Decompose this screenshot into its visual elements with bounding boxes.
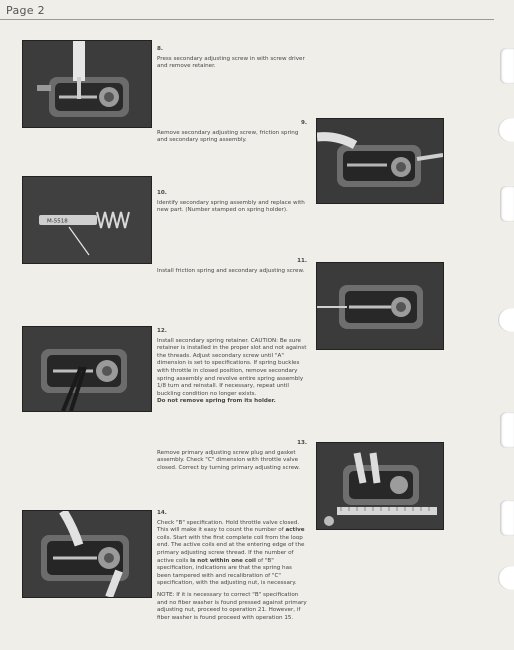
- page-title: Page 2: [6, 4, 45, 17]
- step-11: [157, 258, 307, 275]
- step-10-photo: [22, 176, 152, 264]
- step-11-photo: [316, 262, 444, 350]
- step-text: Remove secondary adjusting screw, friction spring and secondary spring assembly.: [157, 129, 299, 144]
- step-emphasis: is not within one coil: [190, 557, 256, 564]
- spring-holder-label: M-5518: [47, 218, 68, 225]
- binder-tab: [500, 500, 514, 536]
- step-warning: Do not remove spring from its holder.: [157, 398, 276, 405]
- step-emphasis: active: [285, 527, 305, 534]
- step-13: [157, 440, 307, 472]
- step-number: 10.: [157, 190, 167, 196]
- step-8: [157, 46, 307, 71]
- step-9: [157, 120, 307, 145]
- step-number: 14.: [157, 510, 167, 516]
- step-text-part: of "B" specification, indications are that the spring has been tampered with and recalibration of "C" specification, with the adjusting nut, is necessary.: [157, 557, 297, 587]
- step-text-part: Check "B" specification. Hold throttle valve closed. This will make it easy to count the number of: [157, 519, 300, 534]
- step-text: Remove primary adjusting screw plug and gasket assembly. Check "C" dimension with throttle valve closed. Correct by turning primary adjusting screw.: [157, 449, 300, 471]
- step-text: [157, 520, 307, 588]
- step-text: Install friction spring and secondary adjusting screw.: [157, 267, 305, 274]
- step-number: 11.: [297, 258, 307, 264]
- binder-hole: [498, 118, 514, 142]
- step-13-photo: [316, 442, 444, 530]
- step-8-photo: [22, 40, 152, 128]
- binder-hole: [498, 566, 514, 590]
- step-text: Install secondary spring retainer. CAUTION: Be sure retainer is installed in the proper slot and not against the threads. Adjust secondary screw until "A" dimension is set to specifications. If spring buckles with throttle in closed position, remove secondary spring assembly and revolve entire spring assembly 1/8 turn and reinstall. If necessary, repeat until buckling condition no longer exists.: [157, 337, 307, 397]
- step-12: [157, 328, 307, 406]
- step-text: Identify secondary spring assembly and replace with new part. (Number stamped on spring holder).: [157, 199, 305, 214]
- binder-hole: [498, 308, 514, 332]
- step-12-photo: [22, 326, 152, 412]
- step-number: 12.: [157, 328, 167, 334]
- step-10: [157, 190, 307, 215]
- step-14-photo: [22, 510, 152, 598]
- step-text-part: coils. Start with the first complete coil from the loop end. The active coils end at the entering edge of the primary adjusting screw thread. If the number of active coils: [157, 534, 305, 564]
- step-number: 9.: [300, 120, 307, 126]
- step-number: 13.: [297, 440, 307, 446]
- binder-tab: [500, 186, 514, 222]
- step-9-photo: [316, 118, 444, 204]
- step-14: [157, 510, 307, 622]
- binder-tab: [500, 412, 514, 448]
- step-number: 8.: [157, 46, 164, 52]
- step-text: Press secondary adjusting screw in with screw driver and remove retainer.: [157, 55, 305, 70]
- header-rule: [0, 19, 494, 20]
- step-note: NOTE: If it is necessary to correct "B" specification and no fiber washer is found pressed against primary adjusting nut, proceed to operation 21. However, if fiber washer is found proceed with operation 15.: [157, 591, 307, 621]
- binder-tab: [500, 48, 514, 84]
